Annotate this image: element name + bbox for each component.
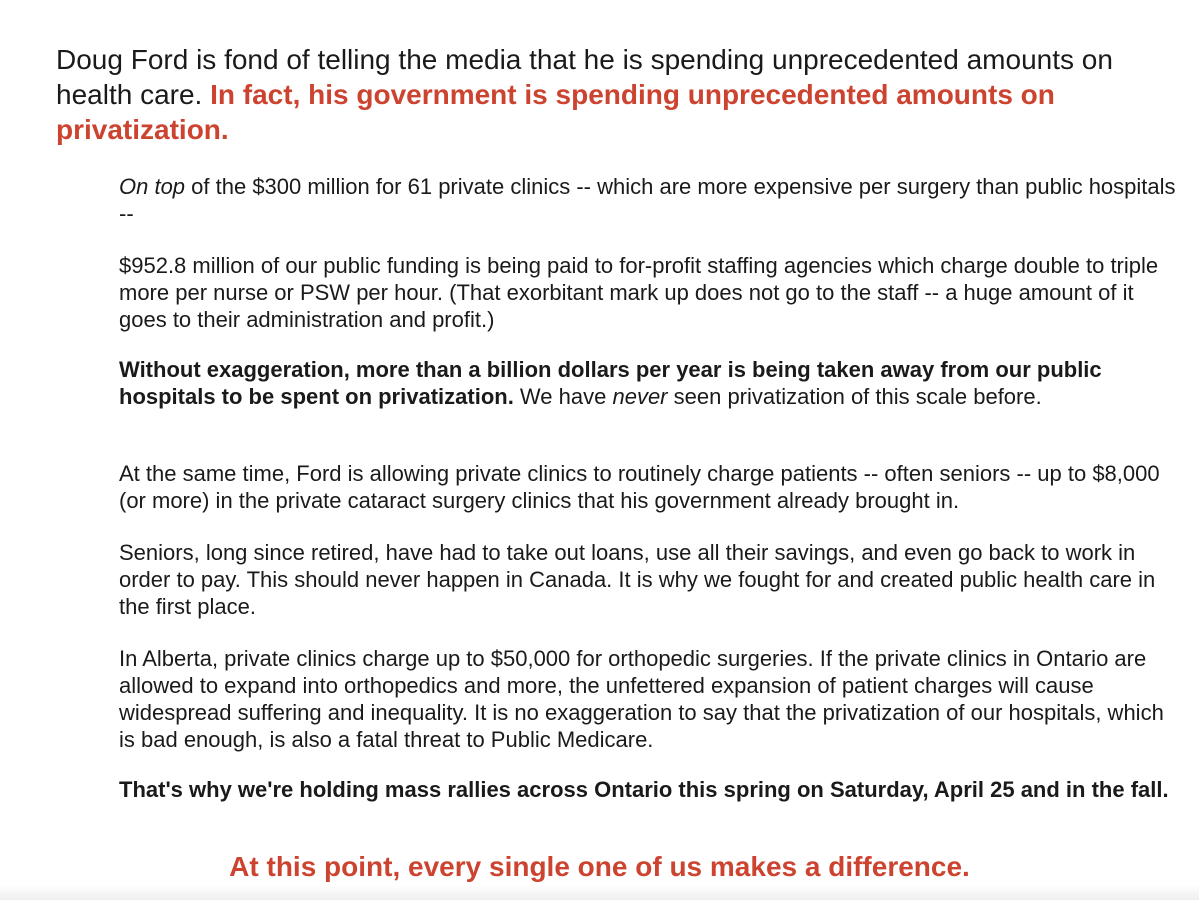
- paragraph-billion-dollars: [119, 356, 1179, 410]
- paragraph-bold-text: Without exaggeration, more than a billion dollars per year is being taken away from our public hospitals to be spent on privatization.: [119, 357, 1102, 409]
- closing-statement: At this point, every single one of us makes a difference.: [229, 851, 970, 882]
- paragraph-text: We have: [513, 384, 613, 409]
- paragraph-alberta: [119, 645, 1179, 753]
- paragraph-bold-text: That's why we're holding mass rallies across Ontario this spring on Saturday, April 25 and in the fall.: [119, 777, 1169, 802]
- paragraph-text: Seniors, long since retired, have had to take out loans, use all their savings, and even go back to work in order to pay. This should never happen in Canada. It is why we fought for and created public health care in the first place.: [119, 540, 1156, 619]
- paragraph-emphasis: never: [612, 384, 668, 409]
- lead-paragraph: [56, 42, 1176, 147]
- lead-highlight: In fact, his government is spending unprecedented amounts on privatization.: [56, 79, 1055, 145]
- bottom-edge-shadow: [0, 885, 1199, 900]
- paragraph-cataract-charges: [119, 460, 1179, 514]
- paragraph-emphasis: On top: [119, 174, 186, 199]
- paragraph-text: At the same time, Ford is allowing private clinics to routinely charge patients -- often seniors -- up to $8,000 (or more) in the private cataract surgery clinics that his government already brought in.: [119, 461, 1160, 513]
- paragraph-private-clinics: [119, 173, 1179, 227]
- paragraph-rallies: [119, 776, 1179, 803]
- paragraph-text: seen privatization of this scale before.: [667, 384, 1042, 409]
- paragraph-text: In Alberta, private clinics charge up to $50,000 for orthopedic surgeries. If the private clinics in Ontario are allowed to expand into orthopedics and more, the unfettered expansion of patient charges will cause widespread suffering and inequality. It is no exaggeration to say that the privatization of our hospitals, which is bad enough, is also a fatal threat to Public Medicare.: [119, 646, 1164, 752]
- paragraph-text: of the $300 million for 61 private clinics -- which are more expensive per surgery than public hospitals --: [119, 174, 1176, 226]
- paragraph-staffing-agencies: [119, 252, 1179, 333]
- paragraph-text: $952.8 million of our public funding is being paid to for-profit staffing agencies which charge double to triple more per nurse or PSW per hour. (That exorbitant mark up does not go to the staff -- a huge amount of it goes to their administration and profit.): [119, 253, 1159, 332]
- lead-text: Doug Ford is fond of telling the media that he is spending unprecedented amounts on health care.: [56, 44, 1113, 110]
- paragraph-seniors: [119, 539, 1179, 620]
